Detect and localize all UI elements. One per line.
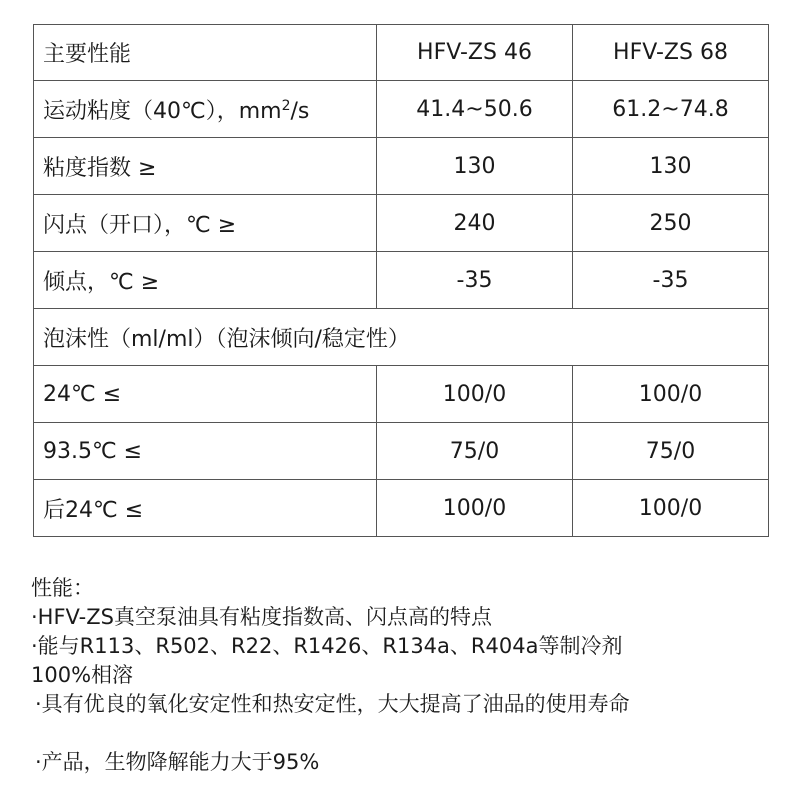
notes-title: 性能： bbox=[31, 576, 94, 600]
row-label bbox=[34, 81, 377, 138]
value-68: 130 bbox=[573, 138, 769, 195]
row-label-pre: 运动粘度（40℃），mm bbox=[43, 98, 282, 124]
value-68: 61.2~74.8 bbox=[573, 81, 769, 138]
note-item: ·具有优良的氧化安定性和热安定性，大大提高了油品的使用寿命 bbox=[35, 692, 630, 716]
value-46: 41.4~50.6 bbox=[377, 81, 573, 138]
row-label: 倾点，℃ ≥ bbox=[34, 252, 377, 309]
spec-table bbox=[33, 24, 769, 537]
table-row bbox=[34, 138, 769, 195]
value-46: -35 bbox=[377, 252, 573, 309]
value-68: 250 bbox=[573, 195, 769, 252]
row-label-post: /s bbox=[290, 98, 310, 124]
spacer bbox=[31, 719, 791, 748]
foam-section-row bbox=[34, 309, 769, 366]
note-item: 100%相溶 bbox=[31, 663, 134, 687]
value-46: 100/0 bbox=[377, 366, 573, 423]
header-label: 主要性能 bbox=[34, 25, 377, 81]
row-label: 粘度指数 ≥ bbox=[34, 138, 377, 195]
value-68: 100/0 bbox=[573, 480, 769, 537]
header-model-68: HFV-ZS 68 bbox=[573, 25, 769, 81]
table-row bbox=[34, 81, 769, 138]
table-row bbox=[34, 366, 769, 423]
value-46: 75/0 bbox=[377, 423, 573, 480]
table-row bbox=[34, 252, 769, 309]
value-46: 100/0 bbox=[377, 480, 573, 537]
table-row bbox=[34, 423, 769, 480]
value-46: 130 bbox=[377, 138, 573, 195]
row-label: 闪点（开口），℃ ≥ bbox=[34, 195, 377, 252]
note-item: ·能与R113、R502、R22、R1426、R134a、R404a等制冷剂 bbox=[31, 634, 623, 658]
table-row bbox=[34, 480, 769, 537]
table-row bbox=[34, 195, 769, 252]
performance-notes bbox=[31, 574, 791, 777]
row-label: 后24℃ ≤ bbox=[34, 480, 377, 537]
note-item: ·产品，生物降解能力大于95% bbox=[35, 750, 320, 774]
header-model-46: HFV-ZS 46 bbox=[377, 25, 573, 81]
row-label: 93.5℃ ≤ bbox=[34, 423, 377, 480]
note-item: ·HFV-ZS真空泵油具有粘度指数高、闪点高的特点 bbox=[31, 605, 492, 629]
row-label-sup: 2 bbox=[281, 97, 291, 114]
table-header-row bbox=[34, 25, 769, 81]
value-68: -35 bbox=[573, 252, 769, 309]
value-46: 240 bbox=[377, 195, 573, 252]
row-label: 24℃ ≤ bbox=[34, 366, 377, 423]
value-68: 75/0 bbox=[573, 423, 769, 480]
value-68: 100/0 bbox=[573, 366, 769, 423]
foam-section-label: 泡沫性（ml/ml）（泡沫倾向/稳定性） bbox=[34, 309, 769, 366]
